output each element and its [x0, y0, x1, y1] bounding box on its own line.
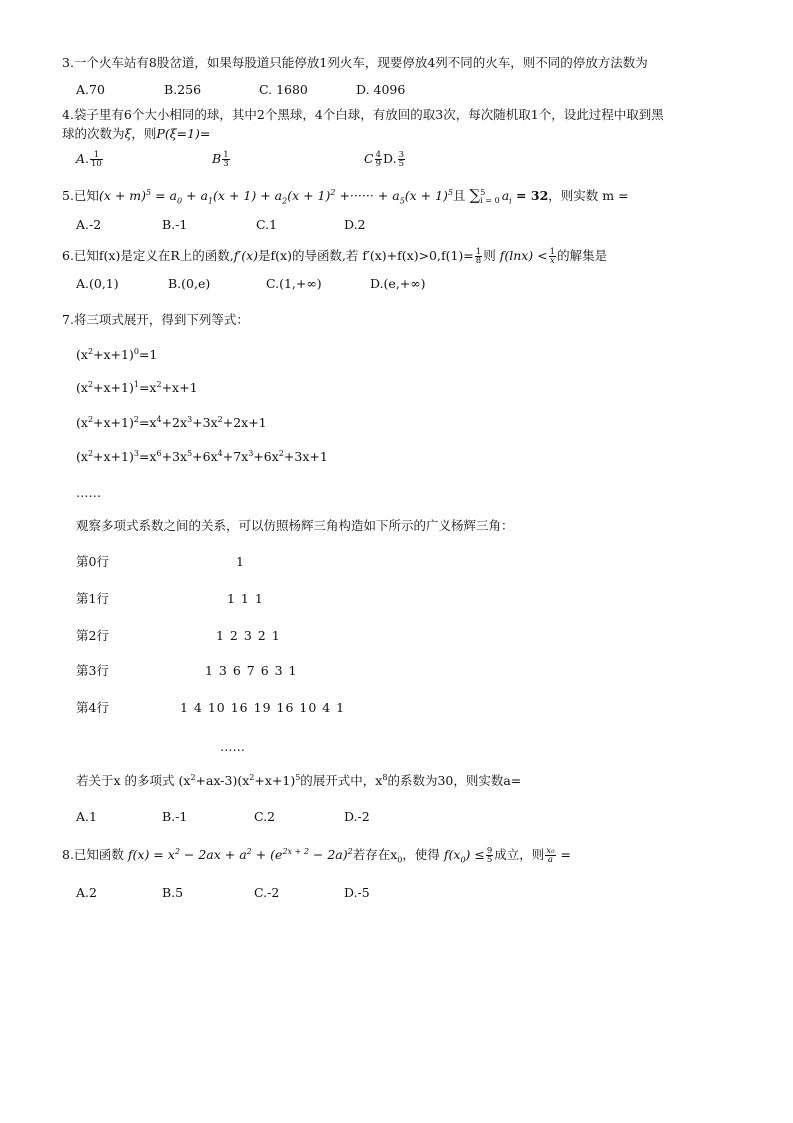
question-5-options: [76, 216, 366, 234]
q7-eq3-body: +x+1): [93, 449, 134, 464]
q5-sum-sub: i: [509, 196, 512, 206]
q5-expr6: +······ + a: [335, 188, 400, 203]
q7-eq3-t4-sup2: 2: [278, 448, 284, 458]
triangle-row-0-label: 第0行: [76, 554, 109, 569]
q4-line2-pre: 球的次数为: [62, 126, 125, 141]
q8-le-frac: [486, 847, 493, 864]
q7-eq3-t3: +7x: [222, 449, 249, 464]
q8-sub0: 0: [397, 855, 403, 865]
q7-eq3-sup6: 6: [156, 448, 162, 458]
q6-option-a: A.(0,1): [76, 276, 119, 291]
q7-eq1-rhs-a: =x: [138, 380, 157, 395]
triangle-row-4: [76, 699, 346, 717]
q7-observe-text: 观察多项式系数之间的关系，可以仿照杨辉三角构造如下所示的广义杨辉三角：: [76, 518, 514, 533]
q7-eq2-body: +x+1): [93, 415, 134, 430]
q8-option-b: B.5: [162, 885, 184, 900]
q3-option-a: A.70: [76, 82, 105, 97]
q8-func: f(x) = x: [127, 847, 175, 862]
q3-option-b: B.256: [164, 82, 202, 97]
q8-ratio-den: a: [547, 855, 553, 865]
question-4-options: [76, 150, 406, 168]
question-8-text: [62, 846, 571, 864]
q7-eq0-sup2: 2: [87, 346, 94, 356]
q4-option-d: [383, 150, 406, 168]
question-4-line-1: 4.袋子里有6个大小相同的球，其中2个黑球，4个白球，有放回的取3次，每次随机取1个，设此过程中取到黑: [62, 107, 664, 122]
q7-eq3-t4: +6x: [253, 449, 279, 464]
triangle-row-3-label: 第3行: [76, 663, 109, 678]
q4-b-den: 3: [223, 159, 229, 169]
q5-expr1: (x + m): [98, 188, 147, 203]
q7-eq2-t2-sup2: 2: [217, 414, 223, 424]
q7-eq2-base: (x: [76, 415, 88, 430]
q7-option-c: C.2: [254, 809, 276, 824]
q7-eq3-t3-sup3: 3: [248, 448, 254, 458]
q7-eq3-base: (x: [76, 449, 88, 464]
q5-sum-top: 5: [480, 187, 486, 197]
q7-equation-3: [76, 448, 328, 466]
q8-ratio-frac: [545, 847, 555, 864]
q7-eq1-body: +x+1): [93, 380, 134, 395]
q8-sup2-c: 2: [347, 846, 353, 856]
q7-eq1-base: (x: [76, 380, 88, 395]
q6-mid2: 则: [483, 248, 500, 263]
question-3-text: 3.一个火车站有8股岔道，如果每股道只能停放1列火车，现要停放4列不同的火车，则不同的停放方法数为: [62, 55, 648, 70]
triangle-row-1: [76, 590, 264, 608]
q8-f-t1: − 2ax + a: [179, 847, 247, 862]
q7-eq2-t3: +2x+1: [222, 415, 267, 430]
q6-post: 的解集是: [557, 248, 608, 263]
q4-xi: ξ: [124, 126, 132, 141]
q5-expression: [98, 187, 454, 206]
q4-d-den: 5: [398, 159, 404, 169]
q7-final-sup2-a: 2: [190, 772, 196, 782]
q6-ineq-frac: [549, 248, 556, 265]
q7-option-d: D.-2: [344, 809, 370, 824]
q7-eq2-t1: +2x: [161, 415, 188, 430]
q8-mid3: 成立，则: [494, 847, 545, 862]
q7-final-mid1: +ax-3)(x: [195, 773, 250, 788]
q7-equation-1: [76, 379, 198, 397]
q7-equation-2: [76, 414, 267, 432]
q5-exp2: 2: [330, 187, 336, 197]
q6-inequality: f(lnx) <: [499, 248, 548, 263]
q4-a-den: 10: [91, 159, 102, 169]
q6-option-d: D.(e,+∞): [370, 276, 426, 291]
q7-ellipsis: ……: [76, 485, 101, 500]
q8-ratio-num: x₀: [546, 846, 555, 856]
triangle-row-1-label: 第1行: [76, 591, 109, 606]
triangle-ellipsis: ……: [220, 739, 245, 754]
triangle-row-4-label: 第4行: [76, 700, 109, 715]
q5-sum-eq: = 32: [511, 188, 549, 203]
q6-fprime: f′(x): [233, 248, 259, 263]
q8-fx0-close: ) ≤: [465, 847, 485, 862]
q7-eq0-rhs: =1: [138, 347, 158, 362]
q5-s0: 0: [176, 196, 183, 206]
q7-eq1-sup2: 2: [87, 379, 94, 389]
q7-final-post: 的系数为30，则实数a=: [387, 773, 522, 788]
question-3-options: [76, 81, 405, 99]
q4-option-a: [76, 150, 212, 168]
q5-expr2: = a: [151, 188, 177, 203]
q7-eq3-t2: +6x: [192, 449, 218, 464]
q8-mid: 若存在x: [352, 847, 398, 862]
q4-option-c-frac: [375, 151, 382, 168]
q5-s5: 5: [399, 196, 405, 206]
q8-fx0: f(x: [443, 847, 461, 862]
q7-eq3-t1: +3x: [161, 449, 188, 464]
q8-le-num: 9: [486, 846, 493, 856]
q6-ineq-den: x: [549, 256, 555, 266]
triangle-row-4-values: 1 4 10 16 19 16 10 4 1: [180, 700, 346, 715]
q8-post: =: [556, 847, 571, 862]
q8-function: [128, 847, 353, 862]
triangle-row-2: [76, 627, 281, 645]
q4-option-b: [212, 150, 364, 168]
q8-option-c: C.-2: [254, 885, 280, 900]
triangle-row-2-values: 1 2 3 2 1: [216, 628, 281, 643]
question-5-text: [62, 186, 629, 205]
q8-mid2: ，使得: [402, 847, 444, 862]
q7-equation-0: [76, 346, 157, 364]
q4-d-num: 3: [398, 150, 404, 160]
q5-pre: 5.已知: [62, 188, 99, 203]
q5-option-b: B.-1: [162, 217, 188, 232]
q4-option-c-label: C: [364, 151, 374, 166]
q7-eq3-rhs: =x: [138, 449, 157, 464]
q7-final-question: [76, 772, 521, 790]
q6-ineq-num: 1: [549, 247, 556, 257]
q6-f1-frac: [475, 248, 482, 265]
q5-option-a: A.-2: [76, 217, 102, 232]
q8-fx0-sub: 0: [460, 855, 466, 865]
q8-f-exp: 2x + 2: [282, 846, 309, 856]
q6-f1-den: 8: [475, 256, 482, 266]
triangle-row-1-values: 1 1 1: [227, 591, 264, 606]
q7-eq2-t2: +3x: [192, 415, 218, 430]
question-6-options: [76, 275, 426, 293]
q5-expr5: (x + 1): [287, 188, 331, 203]
q7-eq0-body: +x+1): [93, 347, 134, 362]
q7-eq2-sup4: 4: [156, 414, 162, 424]
q5-expr7: (x + 1): [404, 188, 448, 203]
q7-eq2-exp: 2: [133, 414, 139, 424]
q8-option-d: D.-5: [344, 885, 370, 900]
q7-eq0-exp: 0: [133, 346, 139, 356]
q8-sup2-a: 2: [174, 846, 180, 856]
question-8-options: [76, 884, 370, 902]
q7-eq3-t5: +3x+1: [283, 449, 328, 464]
q5-sum-limits: [480, 189, 499, 205]
q5-exp5b: 5: [447, 187, 454, 197]
q4-line2-mid: ，则: [131, 126, 157, 141]
q5-option-d: D.2: [344, 217, 366, 232]
triangle-row-3: [76, 662, 298, 680]
q6-mid1: 是f(x)的导函数,若 f′(x)+f(x)>0,f(1)=: [258, 248, 474, 263]
question-7-title: 7.将三项式展开，得到下列等式：: [62, 312, 249, 327]
q5-s1: 1: [207, 196, 214, 206]
q7-eq1-rhs-b: +x+1: [161, 380, 198, 395]
q4-option-d-label: D.: [383, 151, 397, 166]
q5-sum-symbol: ∑: [469, 186, 481, 204]
q7-final-mid2: +x+1): [254, 773, 296, 788]
q7-eq3-sup2: 2: [87, 448, 94, 458]
q3-option-d: D. 4096: [356, 82, 406, 97]
q7-eq0-base: (x: [76, 347, 88, 362]
q4-a-num: 1: [90, 151, 103, 160]
triangle-row-2-label: 第2行: [76, 628, 109, 643]
q4-option-a-label: A.: [76, 151, 90, 166]
q6-f1-num: 1: [475, 247, 482, 257]
q8-pre: 8.已知函数: [62, 847, 128, 862]
triangle-row-0-values: 1: [236, 554, 245, 569]
triangle-row-3-values: 1 3 6 7 6 3 1: [205, 663, 298, 678]
q7-eq2-sup2: 2: [87, 414, 94, 424]
q4-option-a-frac: [90, 151, 103, 168]
q8-f-t3: − 2a): [308, 847, 348, 862]
q7-eq3-exp: 3: [133, 448, 139, 458]
q5-expr4: (x + 1) + a: [213, 188, 283, 203]
q4-probability: P(ξ=1)=: [156, 126, 211, 141]
q5-s2: 2: [282, 196, 288, 206]
q8-le-den: 5: [486, 855, 493, 865]
q7-eq3-sup5: 5: [187, 448, 193, 458]
question-7-options: [76, 808, 370, 826]
q7-final-exp: 5: [295, 772, 301, 782]
q7-option-a: A.1: [76, 809, 97, 824]
question-4-line-2: [62, 125, 210, 143]
q3-option-c: C. 1680: [259, 82, 308, 97]
q5-sum-term: a: [501, 188, 510, 203]
q5-exp5: 5: [146, 187, 152, 197]
q7-final-pre: 若关于x 的多项式 (x: [76, 773, 191, 788]
q7-eq1-rhs-sup2: 2: [156, 379, 162, 389]
q7-eq1-exp: 1: [133, 379, 139, 389]
q7-eq3-sup4: 4: [217, 448, 223, 458]
q4-option-b-frac: [222, 151, 229, 168]
question-6-text: [62, 247, 607, 265]
q7-final-sup2-b: 2: [249, 772, 255, 782]
q4-c-den: 9: [375, 159, 381, 169]
q5-post: ，则实数 m =: [548, 188, 629, 203]
q8-sup2-b: 2: [246, 846, 252, 856]
q5-expr3: + a: [182, 188, 208, 203]
triangle-row-0: [76, 553, 245, 571]
q6-option-b: B.(0,e): [168, 276, 211, 291]
q6-option-c: C.(1,+∞): [266, 276, 322, 291]
q7-eq2-sup3: 3: [187, 414, 193, 424]
q4-option-b-label: B: [212, 151, 222, 166]
q4-c-num: 4: [375, 150, 381, 160]
q7-final-exp8: 8: [382, 772, 388, 782]
q4-b-num: 1: [223, 150, 229, 160]
q8-f-t2: + (e: [251, 847, 283, 862]
q5-mid: 且: [453, 188, 466, 203]
q7-final-mid3: 的展开式中，x: [300, 773, 383, 788]
q7-eq2-rhs: =x: [138, 415, 157, 430]
q8-option-a: A.2: [76, 885, 97, 900]
q6-pre: 6.已知f(x)是定义在R上的函数,: [62, 248, 234, 263]
q4-option-c: [364, 150, 383, 168]
q5-option-c: C.1: [256, 217, 278, 232]
q5-sum-bottom: i = 0: [480, 195, 500, 205]
q7-option-b: B.-1: [162, 809, 188, 824]
q4-option-d-frac: [398, 151, 405, 168]
